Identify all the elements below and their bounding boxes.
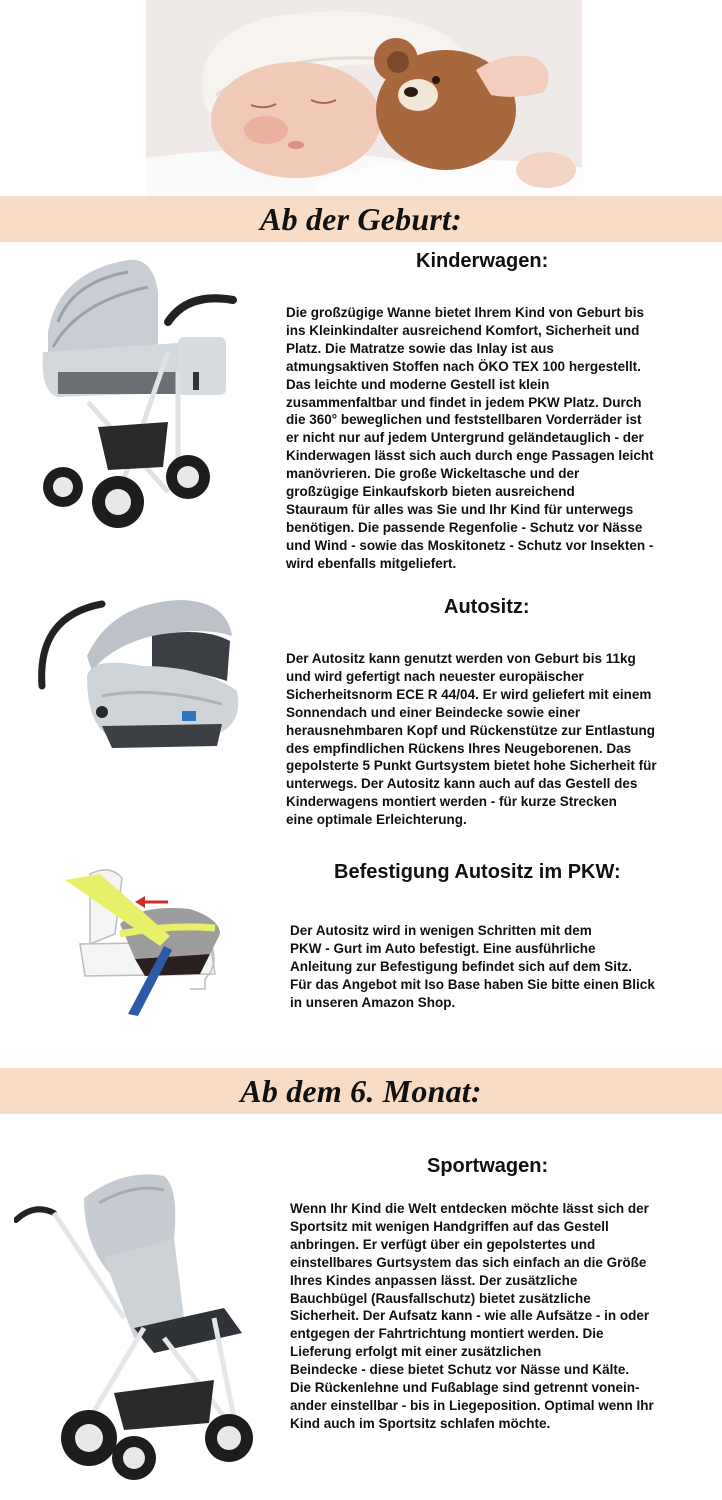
stroller-section-title: Kinderwagen: xyxy=(416,250,549,272)
car-seat-image xyxy=(32,596,244,758)
stroller-description-wrap xyxy=(286,304,716,573)
six-month-banner xyxy=(0,1068,722,1114)
car-seat-icon xyxy=(32,596,244,758)
car-mount-section-title-wrap xyxy=(334,861,621,884)
sport-stroller-section-title: Sportwagen: xyxy=(427,1155,549,1177)
car-seat-description-wrap xyxy=(286,650,716,829)
car-seat-section-title: Autositz: xyxy=(444,596,530,618)
sleeping-baby-illustration xyxy=(146,0,582,196)
car-mount-image xyxy=(60,864,230,1016)
sport-stroller-image xyxy=(14,1168,276,1488)
stroller-image xyxy=(18,252,246,542)
birth-banner-title: Ab der Geburt: xyxy=(260,200,462,237)
sport-stroller-icon xyxy=(14,1168,276,1488)
birth-banner xyxy=(0,196,722,242)
sport-stroller-section-title-wrap xyxy=(427,1155,548,1178)
car-mount-section-title: Befestigung Autositz im PKW: xyxy=(334,861,621,883)
stroller-section-title-wrap xyxy=(416,250,548,273)
sport-stroller-description-wrap xyxy=(290,1200,718,1433)
car-mount-description-wrap xyxy=(290,922,710,1012)
pram-icon xyxy=(18,252,246,542)
hero-baby-photo xyxy=(146,0,582,196)
stroller-description: Die großzügige Wanne bietet Ihrem Kind von Geburt bis ins Kleinkindalter ausreichend Komfort, Sicherheit und Platz. Die Matratze sowie das Inlay ist aus atmungsaktiven Stoffen nach ÖKO TEX 100 hergestellt. Das leichte und moderne Gestell ist klein zusammenfaltbar und findet in jedem PKW Platz. Durch die 360° beweglichen und feststellbaren Vorderräder ist er nicht nur auf jedem Untergrund geländetauglich - der Kinderwagen lässt sich auch durch enge Passagen leicht manövrieren. Die große Wickeltasche und der großzügige Einkaufskorb bieten ausreichend Stauraum für alles was Sie und Ihr Kind für unterwegs benötigen. Die passende Regenfolie - Schutz vor Nässe und Wind - sowie das Moskitonetz - Schutz vor Insekten - wird ebenfalls mitgeliefert. xyxy=(286,305,654,571)
car-seat-description: Der Autositz kann genutzt werden von Geburt bis 11kg und wird gefertigt nach neuester europäischer Sicherheitsnorm ECE R 44/04. Er wird geliefert mit einem Sonnendach und einer Beindecke sowie einer herausnehmbaren Kopf und Rückenstütze zur Entlastung des empfindlichen Rückens Ihres Neugeborenen. Das gepolsterte 5 Punkt Gurtsystem bietet hohe Sicherheit für unterwegs. Der Autositz kann auch auf das Gestell des Kinderwagens montiert werden - für kurze Strecken eine optimale Erleichterung. xyxy=(286,651,657,828)
car-seat-section-title-wrap xyxy=(444,596,530,619)
six-month-banner-title: Ab dem 6. Monat: xyxy=(240,1072,482,1109)
sport-stroller-description: Wenn Ihr Kind die Welt entdecken möchte lässt sich der Sportsitz mit wenigen Handgriffen auf das Gestell anbringen. Er verfügt über ein gepolstertes und einstellbares Gurtsystem das sich einfach an die Größe Ihres Kindes anpassen lässt. Der zusätzliche Bauchbügel (Rausfallschutz) bietet zusätzliche Sicherheit. Der Aufsatz kann - wie alle Aufsätze - in oder entgegen der Fahrtrichtung montiert werden. Die Lieferung erfolgt mit einer zusätzlichen Beindecke - diese bietet Schutz vor Nässe und Kälte. Die Rückenlehne und Fußablage sind getrennt vonein- ander einstellbar - bis in Liegeposition. Optimal wenn Ihr Kind auch im Sportsitz schlafen möchte. xyxy=(290,1201,654,1431)
car-mount-description: Der Autositz wird in wenigen Schritten mit dem PKW - Gurt im Auto befestigt. Eine ausführliche Anleitung zur Befestigung befindet sich auf dem Sitz. Für das Angebot mit Iso Base haben Sie bitte einen Blick in unseren Amazon Shop. xyxy=(290,923,655,1010)
car-seat-installation-icon xyxy=(60,864,230,1016)
